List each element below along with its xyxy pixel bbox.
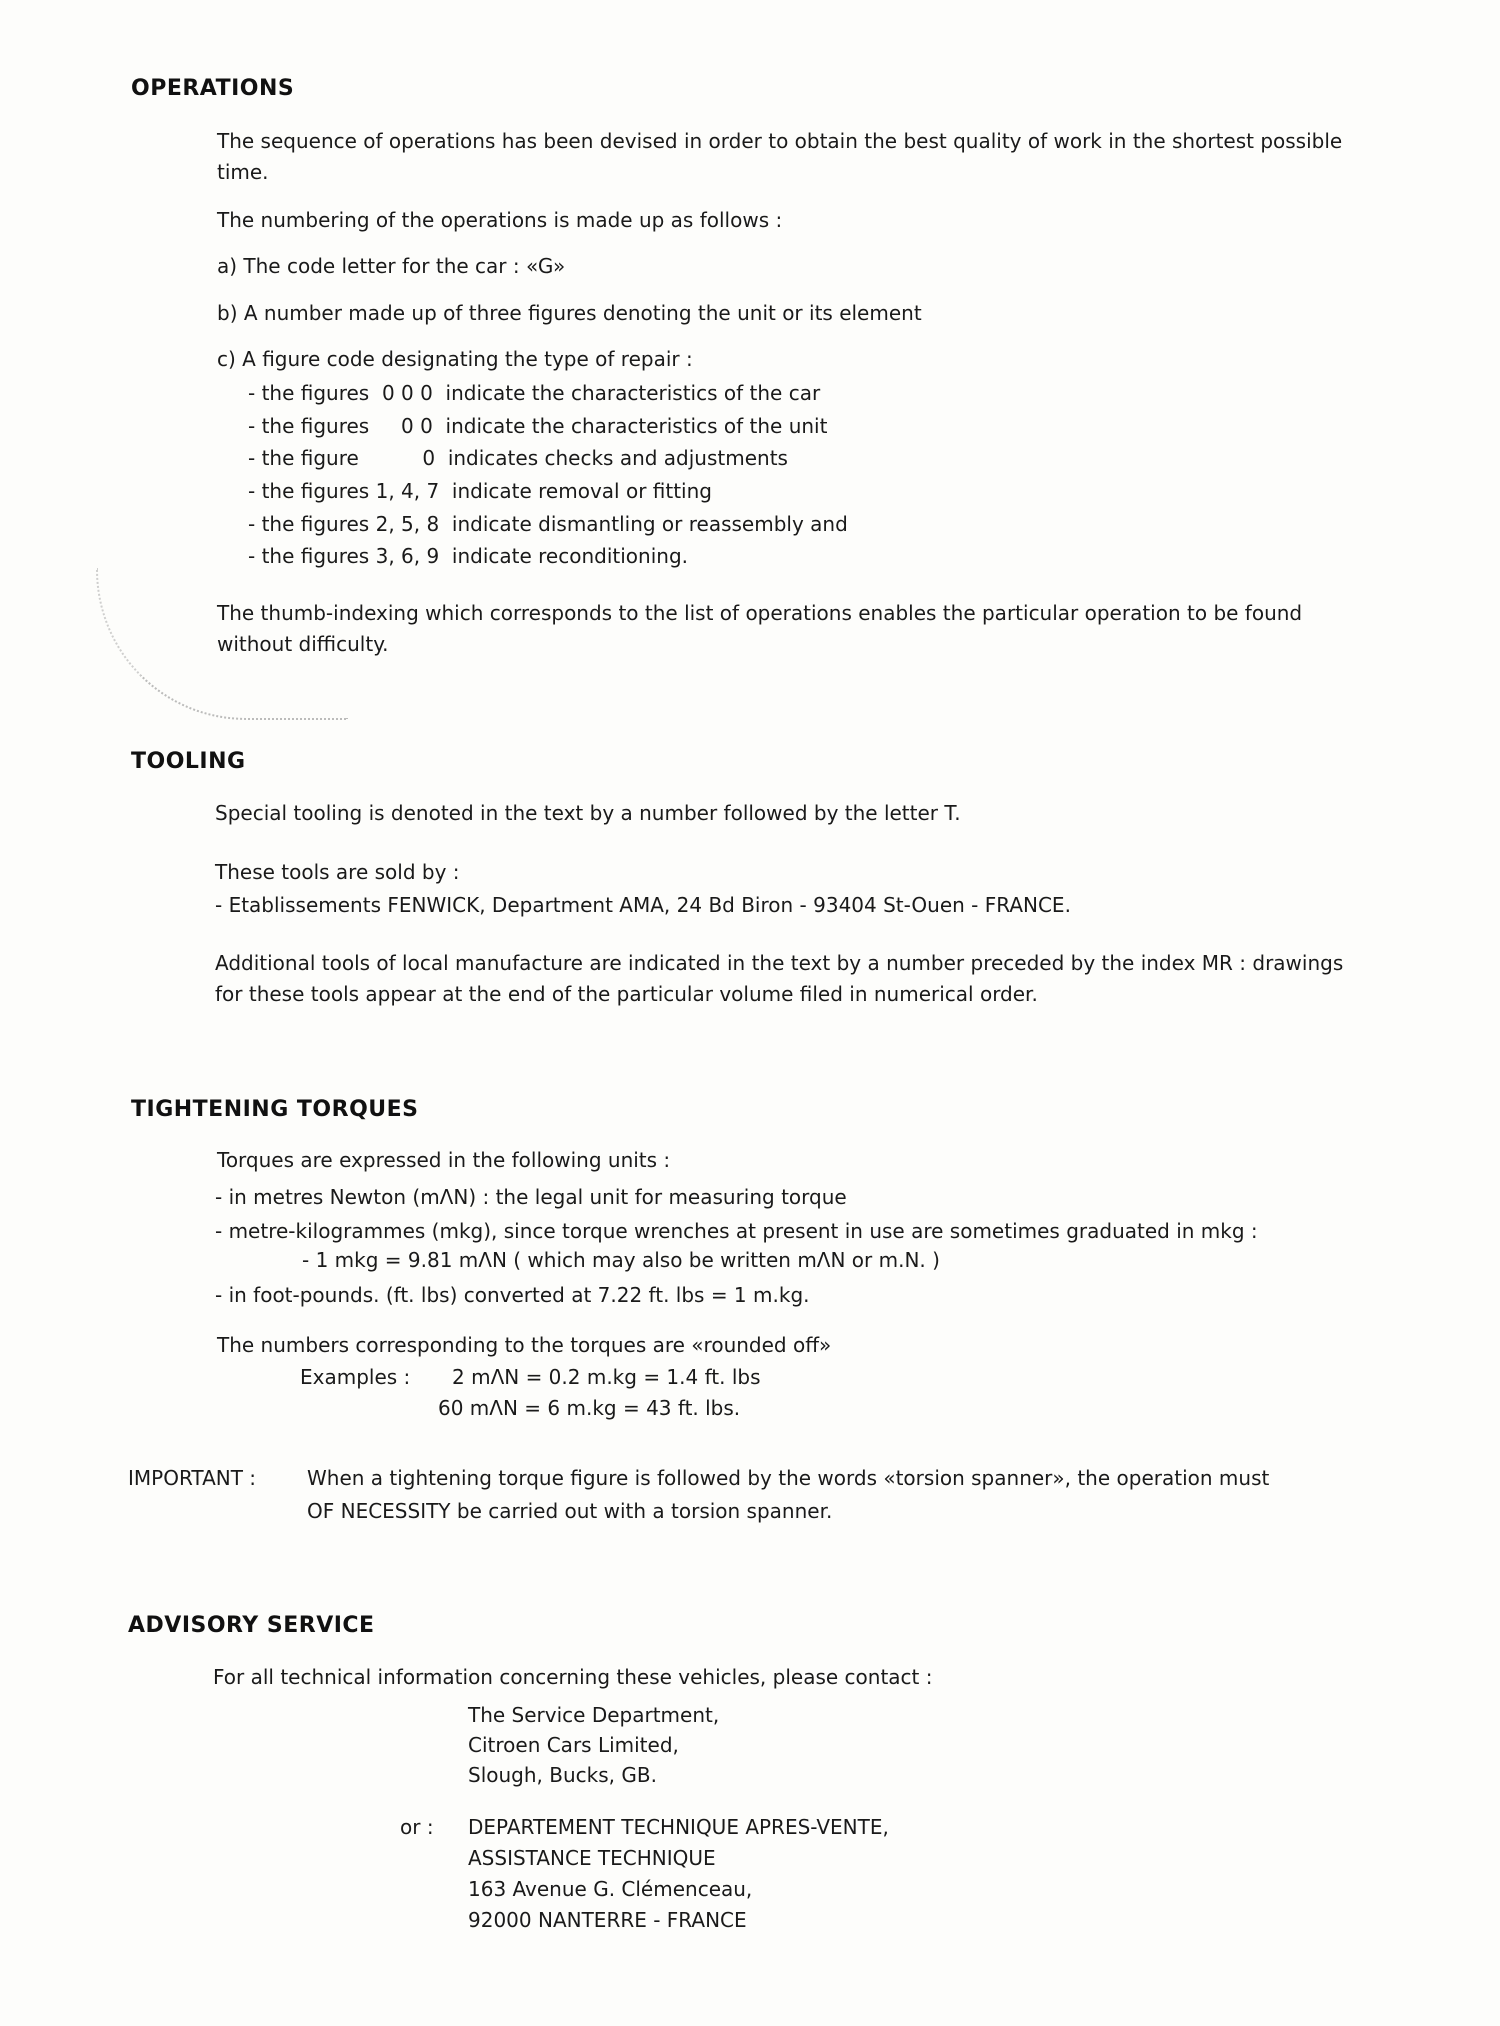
tooling-supplier: - Etablissements FENWICK, Department AMA, 24 Bd Biron - 93404 St-Ouen - FRANCE. bbox=[215, 893, 1071, 917]
tooling-sold-by: These tools are sold by : bbox=[215, 860, 460, 884]
torque-unit-ftlbs: - in foot-pounds. (ft. lbs) converted at 7.22 ft. lbs = 1 m.kg. bbox=[215, 1283, 810, 1307]
torque-example: 60 mΛN = 6 m.kg = 43 ft. lbs. bbox=[438, 1396, 741, 1420]
address-line: DEPARTEMENT TECHNIQUE APRES-VENTE, bbox=[468, 1815, 889, 1839]
tooling-additional: Additional tools of local manufacture are indicated in the text by a number preceded by the index MR : drawings for these tools appear at the end of the particular volume filed in numerical order. bbox=[215, 951, 1344, 1006]
address-line: ASSISTANCE TECHNIQUE bbox=[468, 1846, 716, 1870]
torques-rounded-note: The numbers corresponding to the torques are «rounded off» bbox=[217, 1333, 832, 1357]
repair-code-item: - the figures 1, 4, 7 indicate removal or fitting bbox=[248, 479, 712, 503]
repair-code-item: - the figures 0 0 indicate the characteristics of the unit bbox=[248, 414, 828, 438]
address-line: 163 Avenue G. Clémenceau, bbox=[468, 1877, 753, 1901]
repair-code-item: - the figure 0 indicates checks and adjustments bbox=[248, 446, 788, 470]
operations-numbering: The numbering of the operations is made up as follows : bbox=[217, 208, 783, 232]
operations-item-b: b) A number made up of three figures denoting the unit or its element bbox=[217, 301, 922, 325]
address-line: Citroen Cars Limited, bbox=[468, 1733, 679, 1757]
torque-unit-mkg: - metre-kilogrammes (mkg), since torque wrenches at present in use are sometimes graduated in mkg : bbox=[215, 1219, 1258, 1243]
or-label: or : bbox=[400, 1815, 434, 1839]
torque-example: 2 mΛN = 0.2 m.kg = 1.4 ft. lbs bbox=[452, 1365, 761, 1389]
operations-intro: The sequence of operations has been devised in order to obtain the best quality of work in the shortest possible time. bbox=[217, 129, 1343, 184]
torque-unit-newton: - in metres Newton (mΛN) : the legal unit for measuring torque bbox=[215, 1185, 847, 1209]
address-line: The Service Department, bbox=[468, 1703, 720, 1727]
important-label: IMPORTANT : bbox=[128, 1466, 257, 1490]
operations-thumb-indexing: The thumb-indexing which corresponds to the list of operations enables the particular operation to be found without difficulty. bbox=[217, 601, 1303, 656]
operations-heading: OPERATIONS bbox=[131, 76, 295, 101]
important-text-line: OF NECESSITY be carried out with a torsion spanner. bbox=[307, 1499, 833, 1523]
advisory-heading: ADVISORY SERVICE bbox=[128, 1613, 375, 1638]
important-text-line: When a tightening torque figure is followed by the words «torsion spanner», the operation must bbox=[307, 1466, 1270, 1490]
tooling-special: Special tooling is denoted in the text by a number followed by the letter T. bbox=[215, 801, 961, 825]
tooling-heading: TOOLING bbox=[131, 749, 246, 774]
repair-code-item: - the figures 0 0 0 indicate the characteristics of the car bbox=[248, 381, 821, 405]
torques-examples-label: Examples : bbox=[300, 1365, 411, 1389]
operations-item-c: c) A figure code designating the type of repair : bbox=[217, 347, 693, 371]
operations-item-a: a) The code letter for the car : «G» bbox=[217, 254, 566, 278]
torque-unit-mkg-conversion: - 1 mkg = 9.81 mΛN ( which may also be written mΛN or m.N. ) bbox=[302, 1248, 940, 1272]
address-line: 92000 NANTERRE - FRANCE bbox=[468, 1908, 747, 1932]
repair-code-item: - the figures 2, 5, 8 indicate dismantling or reassembly and bbox=[248, 512, 848, 536]
torques-heading: TIGHTENING TORQUES bbox=[131, 1097, 419, 1122]
repair-code-item: - the figures 3, 6, 9 indicate reconditioning. bbox=[248, 544, 688, 568]
advisory-intro: For all technical information concerning these vehicles, please contact : bbox=[213, 1665, 933, 1689]
torques-units-intro: Torques are expressed in the following units : bbox=[217, 1148, 671, 1172]
address-line: Slough, Bucks, GB. bbox=[468, 1763, 657, 1787]
